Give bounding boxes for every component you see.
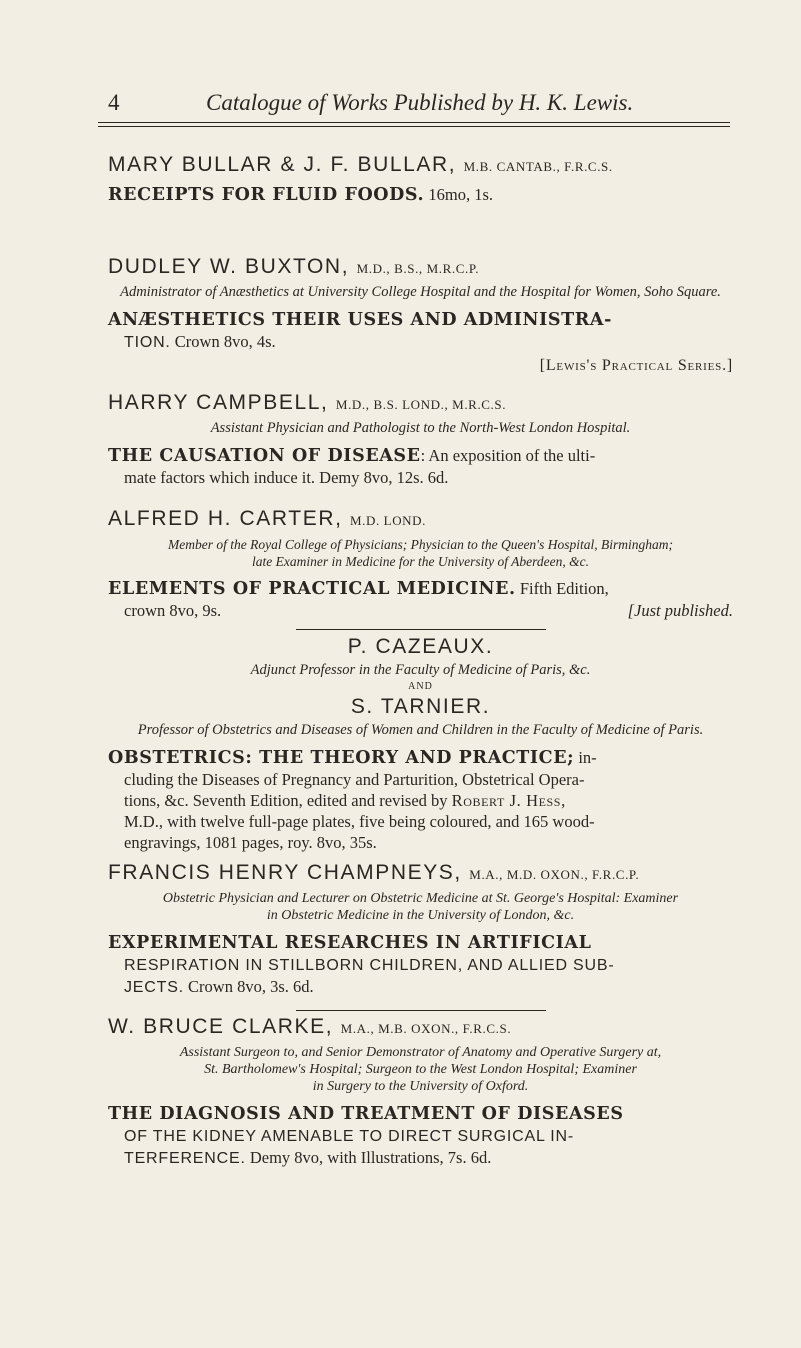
author-heading <box>108 634 733 660</box>
title-block <box>108 578 733 621</box>
running-title: Catalogue of Works Published by H. K. Lewis. <box>206 90 634 115</box>
author-description: Member of the Royal College of Physicians; Physician to the Queen's Hospital, Birmingham; late Examiner in Medicine for the University of Aberdeen, &c. <box>168 537 673 569</box>
author-degrees: M.D. LOND. <box>349 513 427 528</box>
work-details: : An exposition of the ulti- <box>420 446 596 465</box>
work-details: Demy 8vo, with Illustrations, 7s. 6d. <box>249 1148 492 1167</box>
work-title: EXPERIMENTAL RESEARCHES IN ARTIFICIAL <box>108 933 592 953</box>
author-name-2: S. TARNIER. <box>350 695 491 718</box>
author-heading <box>108 254 733 282</box>
work-title: THE CAUSATION OF DISEASE <box>108 446 421 466</box>
running-head <box>108 84 728 124</box>
title-block <box>108 445 733 488</box>
author-description: Assistant Physician and Pathologist to the North-West London Hospital. <box>210 420 631 436</box>
author-degrees: M.D., B.S. LOND., M.R.C.S. <box>335 397 507 412</box>
work-title: OBSTETRICS: THE THEORY AND PRACTICE; <box>108 748 575 768</box>
entry-cazeaux-tarnier <box>108 634 733 860</box>
entry-campbell <box>108 390 733 506</box>
author-name: DUDLEY W. BUXTON, <box>108 255 350 278</box>
work-details: Crown 8vo, 4s. <box>174 332 276 351</box>
header-rule-bottom <box>98 126 730 127</box>
editor-name: Robert J. Hess, <box>451 791 566 810</box>
publication-note: [Just published. <box>627 601 733 620</box>
author-heading <box>108 860 733 888</box>
author-description: Obstetric Physician and Lecturer on Obstetric Medicine at St. George's Hospital: Examiner in Obstetric Medicine in the University of London, &c. <box>162 891 679 923</box>
author-name: MARY BULLAR & J. F. BULLAR, <box>108 153 457 176</box>
entry-bullar <box>108 152 733 254</box>
and-separator: AND <box>408 681 433 692</box>
work-details-cont: mate factors which induce it. Demy 8vo, 12s. 6d. <box>124 468 449 487</box>
section-divider <box>296 629 546 630</box>
title-block: OBSTETRICS: THE THEORY AND PRACTICE; in- cluding the Diseases of Pregnancy and Parturition, Obstetrical Opera- tions, &c. Seventh Edition, edited and revised by Robert J. Hess, M.D., with twelve full-page plates, five being coloured, and 165 wood- engravings, 1081 pages, roy. 8vo, 35s. <box>108 748 597 852</box>
author-description: Adjunct Professor in the Faculty of Medicine of Paris, &c. <box>250 662 591 678</box>
author-heading <box>108 506 733 534</box>
series-note: [Lewis's Practical Series.] <box>539 357 733 374</box>
work-title: ELEMENTS OF PRACTICAL MEDICINE. <box>108 579 516 599</box>
author-name: HARRY CAMPBELL, <box>108 391 329 414</box>
page-number: 4 <box>108 90 120 115</box>
work-title-cont: TION. <box>124 334 171 351</box>
work-details: 16mo, 1s. <box>428 185 493 204</box>
author-heading <box>108 390 733 418</box>
author-description: Administrator of Anæsthetics at University College Hospital and the Hospital for Women, Soho Square. <box>120 284 721 300</box>
title-block <box>108 184 733 206</box>
author-degrees: M.B. CANTAB., F.R.C.S. <box>463 159 613 174</box>
section-divider <box>296 1010 546 1011</box>
work-details: Fifth Edition, <box>519 579 609 598</box>
entry-carter <box>108 506 733 634</box>
author-name: FRANCIS HENRY CHAMPNEYS, <box>108 861 462 884</box>
entry-buxton <box>108 254 733 390</box>
author-degrees: M.A., M.D. OXON., F.R.C.P. <box>469 867 640 882</box>
work-title: RECEIPTS FOR FLUID FOODS. <box>108 185 425 205</box>
author-name: ALFRED H. CARTER, <box>108 507 343 530</box>
work-title: THE DIAGNOSIS AND TREATMENT OF DISEASES <box>108 1104 624 1124</box>
work-details-cont: crown 8vo, 9s. <box>124 601 222 620</box>
entry-champneys <box>108 860 733 1014</box>
work-details: Crown 8vo, 3s. 6d. <box>188 977 314 996</box>
catalogue-content <box>108 152 733 1169</box>
author-name: P. CAZEAUX. <box>347 635 494 658</box>
title-block: EXPERIMENTAL RESEARCHES IN ARTIFICIAL RESPIRATION IN STILLBORN CHILDREN, AND ALLIED SUB- JECTS. Crown 8vo, 3s. 6d. <box>108 933 615 996</box>
author-name: W. BRUCE CLARKE, <box>108 1015 334 1038</box>
author-degrees: M.A., M.B. OXON., F.R.C.S. <box>340 1021 512 1036</box>
header-rule-top <box>98 122 730 123</box>
work-title: ANÆSTHETICS THEIR USES AND ADMINISTRA- <box>108 310 612 330</box>
author-heading-2 <box>108 694 733 720</box>
title-block: THE DIAGNOSIS AND TREATMENT OF DISEASES OF THE KIDNEY AMENABLE TO DIRECT SURGICAL IN- TERFERENCE. Demy 8vo, with Illustrations, 7s. 6d. <box>108 1104 624 1167</box>
work-details: in- <box>578 748 597 767</box>
author-description: Assistant Surgeon to, and Senior Demonstrator of Anatomy and Operative Surgery at, St. Bartholomew's Hospital; Surgeon to the West London Hospital; Examiner in Surgery to the University of Oxford. <box>179 1045 662 1094</box>
title-block <box>108 309 733 353</box>
author-description-2: Professor of Obstetrics and Diseases of Women and Children in the Faculty of Medicine of Paris. <box>137 722 704 738</box>
entry-clarke <box>108 1014 733 1169</box>
author-degrees: M.D., B.S., M.R.C.P. <box>356 261 480 276</box>
author-heading <box>108 1014 733 1042</box>
author-heading <box>108 152 733 180</box>
